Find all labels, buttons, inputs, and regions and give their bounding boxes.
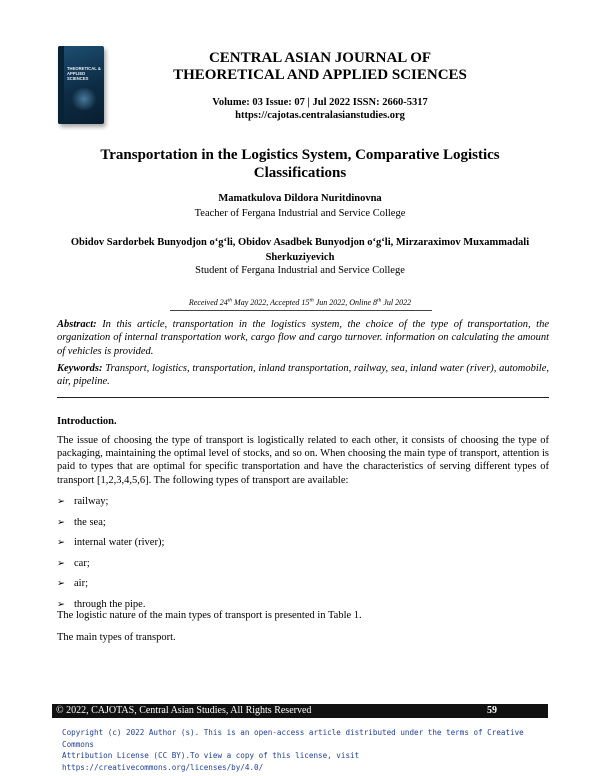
divider — [57, 397, 549, 398]
arrow-bullet-icon: ➢ — [57, 496, 65, 507]
journal-url[interactable]: https://cajotas.centralasianstudies.org — [235, 110, 405, 121]
list-item — [57, 577, 549, 598]
received-dates — [60, 297, 540, 307]
issue-info: Volume: 03 Issue: 07 | Jul 2022 ISSN: 2660-5317 — [212, 97, 428, 108]
section-heading: Introduction. — [57, 416, 117, 427]
journal-cover-image — [58, 46, 104, 124]
arrow-bullet-icon: ➢ — [57, 598, 65, 610]
abstract — [57, 318, 549, 358]
table-reference-text: The logistic nature of the main types of transport is presented in Table 1. — [57, 610, 362, 621]
list-item-text: the sea; — [74, 516, 106, 528]
article-title: Transportation in the Logistics System, Comparative Logistics Classifications — [100, 147, 500, 181]
received-dates-text: Received 24th May 2022, Accepted 15th Jun 2022, Online 8th Jul 2022 — [188, 297, 412, 307]
intro-paragraph: The issue of choosing the type of transport is logistically related to each other, it consists of choosing the type of packaging, maintaining the optimal level of stocks, and so on. When choosing the main type of transport, attention is paid to types that are optimal for specific transportation and have the characteristics of serving different types of transport [1,2,3,4,5,6]. The following types of transport are available: — [57, 435, 549, 486]
list-item — [57, 557, 549, 578]
arrow-bullet-icon: ➢ — [57, 578, 65, 590]
list-item-text: car; — [74, 557, 90, 569]
list-item-text: through the pipe. — [74, 598, 146, 610]
list-item-text: air; — [74, 578, 88, 590]
license-link-line[interactable]: Attribution License (CC BY).To view a copy of this license, visit https://creativecommons.org/licenses/by/4.0/ — [62, 751, 360, 772]
affiliation-secondary: Student of Fergana Industrial and Service College — [195, 265, 405, 276]
cover-text: THEORETICAL & APPLIED SCIENCES — [67, 66, 101, 81]
author-list-secondary: Obidov Sardorbek Bunyodjon o‘g‘li, Obidov Asadbek Bunyodjon o‘g‘li, Mirzaraximov Muxammadali Sherkuziyevich — [70, 237, 530, 263]
footer-bar — [52, 704, 548, 718]
arrow-bullet-icon: ➢ — [57, 557, 65, 569]
table-caption: The main types of transport. — [57, 632, 176, 643]
list-item — [57, 495, 549, 516]
list-item-text: railway; — [74, 496, 109, 507]
cover-spine — [58, 46, 64, 124]
affiliation-primary: Teacher of Fergana Industrial and Service College — [194, 208, 406, 219]
list-item — [57, 516, 549, 537]
list-item — [57, 536, 549, 557]
license-notice — [62, 727, 542, 773]
license-line: Copyright (c) 2022 Author (s). This is an open-access article distributed under the terms of Creative Commons — [62, 728, 524, 749]
copyright-text: © 2022, CAJOTAS, Central Asian Studies, All Rights Reserved — [56, 705, 312, 716]
arrow-bullet-icon: ➢ — [57, 537, 65, 549]
cover-graphic — [70, 88, 98, 110]
keywords-text: Transport, logistics, transportation, inland transportation, railway, sea, inland water (river), automobile, air, pipeline. — [57, 363, 550, 388]
arrow-bullet-icon: ➢ — [57, 516, 65, 528]
list-item-text: internal water (river); — [74, 537, 165, 549]
keywords-label: Keywords: — [57, 363, 103, 374]
transport-type-list — [57, 495, 549, 619]
abstract-text: In this article, transportation in the logistics system, the choice of the type of transportation, the organization of internal transportation work, cargo flow and cargo turnover. information on calculating the amount of vehicles is provided. — [57, 319, 550, 357]
page-number: 59 — [487, 705, 497, 716]
author-primary: Mamatkulova Dildora Nuritdinovna — [218, 193, 382, 204]
keywords — [57, 362, 549, 389]
abstract-label: Abstract: — [57, 319, 97, 330]
journal-title: CENTRAL ASIAN JOURNAL OF THEORETICAL AND APPLIED SCIENCES — [173, 50, 467, 83]
divider — [170, 310, 432, 311]
